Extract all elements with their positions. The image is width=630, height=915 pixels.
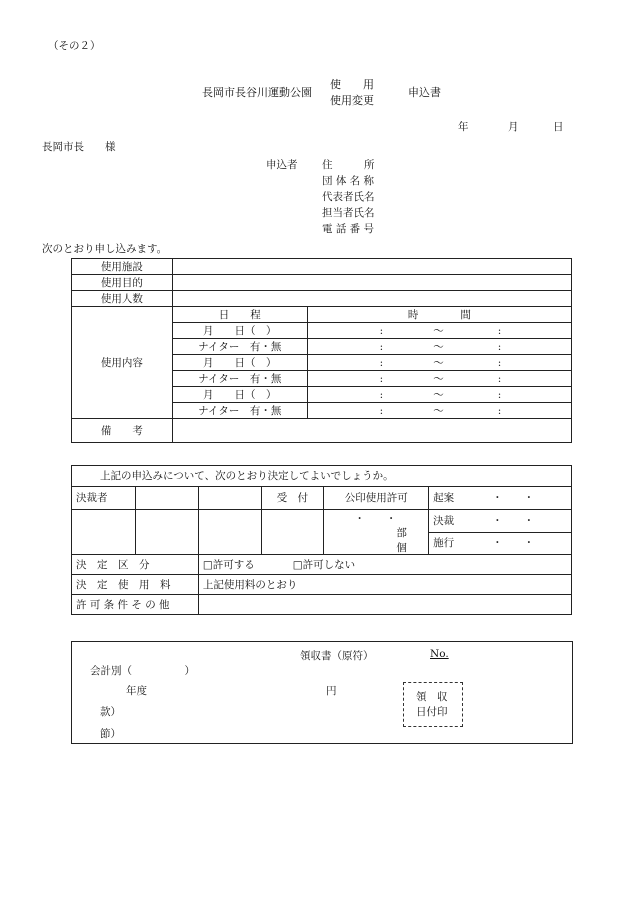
applicant-org-label: 団 体 名 称 [322,175,375,187]
schedule-nighter-1[interactable]: ナイター 有・無 [172,339,307,355]
stamp-line-1: 領 収 [416,691,448,703]
approver-label: 決裁者 [72,487,136,510]
application-table [71,258,572,443]
draft-row[interactable]: 起案 ・ ・ [429,487,572,510]
intro-text: 次のとおり申し込みます。 [42,243,168,255]
approver-sign-2[interactable] [135,510,198,555]
division-label: 決 定 区 分 [72,555,199,575]
receipt-label: 受 付 [261,487,324,510]
decision-question: 上記の申込みについて、次のとおり決定してよいでしょうか。 [72,466,572,487]
kan-label: 款） [100,706,121,718]
yen-label: 円 [326,685,337,697]
not-permit-checkbox[interactable]: □許可しない [292,558,356,571]
schedule-date-1[interactable]: 月 日（ ） [172,323,307,339]
enforce-row[interactable]: 施行 ・ ・ [429,532,572,555]
approver-cell-2[interactable] [198,487,261,510]
fee-label: 決 定 使 用 料 [72,575,199,595]
time-slot-6[interactable]: : ～ : [307,403,571,419]
remarks-field[interactable] [172,419,571,443]
form-title: 長岡市長谷川運動公園 [202,86,312,99]
account-label[interactable]: 会計別（ ） [90,665,195,677]
content-label: 使用内容 [72,307,173,419]
people-label: 使用人数 [72,291,173,307]
receipt-title: 領収書（原符） [300,650,374,662]
time-header: 時 間 [307,307,571,323]
permit-checkbox[interactable]: □許可する [202,558,255,571]
approver-sign-1[interactable] [72,510,136,555]
schedule-header: 日 程 [172,307,307,323]
time-slot-4[interactable]: : ～ : [307,371,571,387]
time-slot-5[interactable]: : ～ : [307,387,571,403]
date-year: 年 [458,121,469,133]
setsu-label: 節） [100,728,121,740]
schedule-date-3[interactable]: 月 日（ ） [172,387,307,403]
schedule-nighter-3[interactable]: ナイター 有・無 [172,403,307,419]
applicant-address-label: 住 所 [322,159,375,171]
conditions-field[interactable] [198,595,571,615]
conditions-label: 許 可 条 件 そ の 他 [72,595,199,615]
approver-sign-3[interactable] [198,510,261,555]
date-month: 月 [508,121,519,133]
fee-value: 上記使用料のとおり [198,575,571,595]
applicant-contact-label: 担当者氏名 [322,207,375,219]
remarks-label: 備 考 [72,419,173,443]
seal-permit-label: 公印使用許可 [324,487,429,510]
purpose-label: 使用目的 [72,275,173,291]
people-field[interactable] [172,291,571,307]
decision-table [71,465,572,615]
purpose-field[interactable] [172,275,571,291]
time-slot-3[interactable]: : ～ : [307,355,571,371]
page-label: （その２） [48,40,101,52]
seal-permit-cell[interactable]: ・ ・ 部 個 [324,510,429,555]
receipt-number[interactable]: No. [430,648,449,660]
approver-cell-1[interactable] [135,487,198,510]
addressee: 長岡市長 様 [42,141,116,153]
facility-field[interactable] [172,259,571,275]
facility-label: 使用施設 [72,259,173,275]
date-day: 日 [553,121,564,133]
title-option-use: 使 用 [330,78,374,91]
schedule-nighter-2[interactable]: ナイター 有・無 [172,371,307,387]
title-suffix: 申込書 [408,86,441,99]
receipt-stamp[interactable] [261,510,324,555]
applicant-phone-label: 電 話 番 号 [322,223,375,235]
time-slot-2[interactable]: : ～ : [307,339,571,355]
applicant-label: 申込者 [266,159,298,171]
applicant-rep-label: 代表者氏名 [322,191,375,203]
time-slot-1[interactable]: : ～ : [307,323,571,339]
approval-row[interactable]: 決裁 ・ ・ [429,510,572,533]
division-options[interactable] [198,555,571,575]
schedule-date-2[interactable]: 月 日（ ） [172,355,307,371]
fiscal-year-label: 年度 [126,685,147,697]
stamp-line-2: 日付印 [416,706,448,718]
title-option-change: 使用変更 [330,94,374,107]
